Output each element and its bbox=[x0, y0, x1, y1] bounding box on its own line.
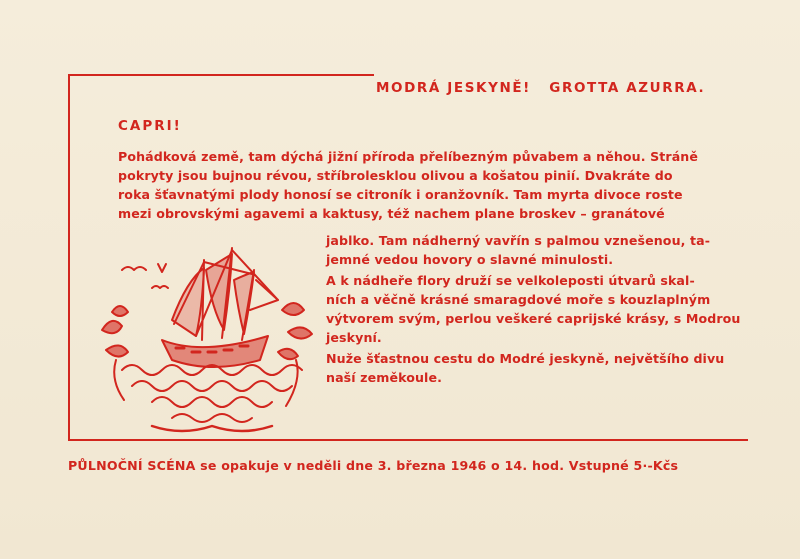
body-line: naší zeměkoule. bbox=[326, 370, 442, 385]
body-line: Nuže šťastnou cestu do Modré jeskyně, největšího divu bbox=[326, 351, 725, 366]
bird-icon bbox=[152, 286, 168, 288]
body-line: výtvorem svým, perlou veškeré caprijské krásy, s Modrou bbox=[326, 311, 741, 326]
body-line: mezi obrovskými agavemi a kaktusy, též nachem plane broskev – granátové bbox=[118, 206, 665, 221]
top-rule bbox=[68, 74, 374, 76]
body-line: Pohádková země, tam dýchá jižní příroda přelíbezným půvabem a něhou. Stráně bbox=[118, 149, 699, 164]
body-line: pokryty jsou bujnou révou, stříbrolesklou olivou a košatou pinií. Dvakráte do bbox=[118, 168, 673, 183]
heading-czech: MODRÁ JESKYNĚ! bbox=[376, 80, 531, 96]
body-line: jeskyní. bbox=[326, 330, 382, 345]
body-line: jablko. Tam nádherný vavřín s palmou vznešenou, ta- bbox=[326, 233, 711, 248]
heading-italian: GROTTA AZURRA. bbox=[549, 80, 706, 96]
place-name: CAPRI! bbox=[118, 118, 182, 134]
heading bbox=[376, 80, 717, 96]
body-line: jemné vedou hovory o slavné minulosti. bbox=[326, 252, 614, 267]
bird-icon bbox=[158, 264, 166, 272]
body-line: ních a věčně krásné smaragdové moře s kouzlaplným bbox=[326, 292, 711, 307]
body-line: A k nádheře flory druží se velkoleposti útvarů skal- bbox=[326, 273, 695, 288]
bird-icon bbox=[122, 267, 146, 270]
sailing-ship-illustration bbox=[92, 240, 322, 440]
left-rule bbox=[68, 74, 70, 440]
footer-announcement: PŮLNOČNÍ SCÉNA se opakuje v neděli dne 3. března 1946 o 14. hod. Vstupné 5·-Kčs bbox=[68, 458, 679, 473]
body-line: roka šťavnatými plody honosí se citroník i oranžovník. Tam myrta divoce roste bbox=[118, 187, 683, 202]
